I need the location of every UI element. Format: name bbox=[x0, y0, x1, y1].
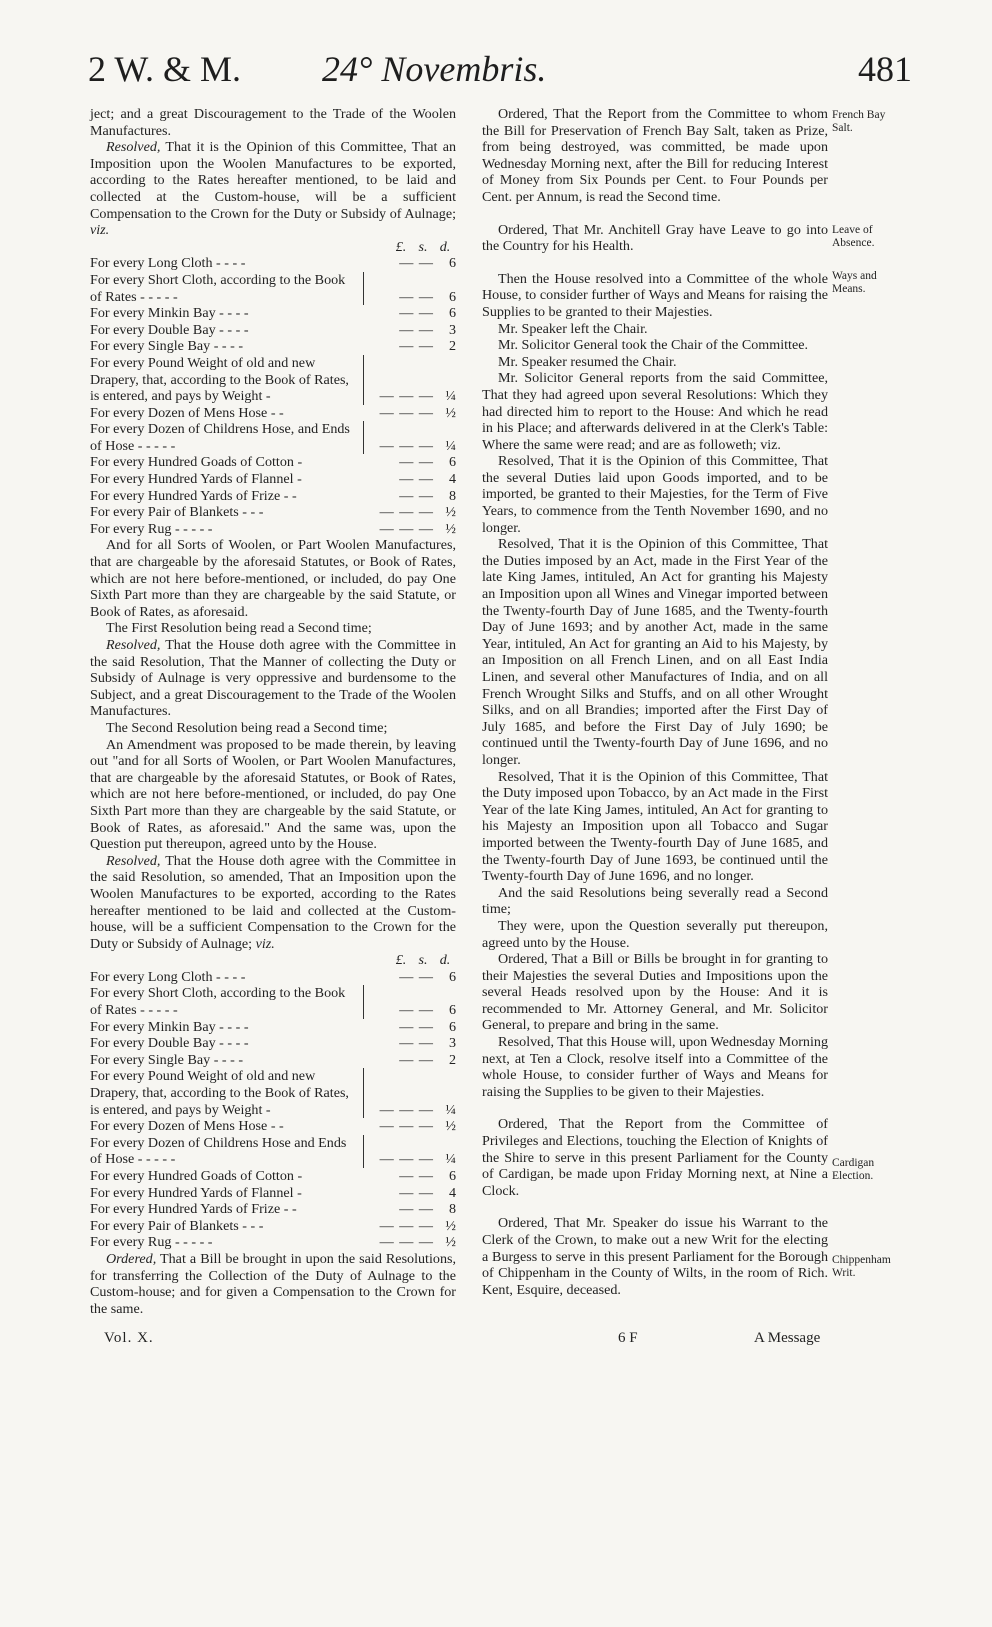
rate-item-leader: — — bbox=[399, 1018, 434, 1035]
rate-item-label: For every Single Bay - - - - bbox=[90, 338, 244, 355]
paragraph: And for all Sorts of Woolen, or Part Woolen Manufactures, that are chargeable by the aforesaid Statutes, or Book of Rates, which are not here before-mentioned, or included, do pay One Sixth Part more than they are chargeable by the said Statute, or Book of Rates, as aforesaid. bbox=[90, 537, 456, 620]
volume-label: Vol. X. bbox=[104, 1330, 154, 1346]
margin-note-ways-and-means: Ways and Means. bbox=[832, 270, 877, 295]
rate-item-label: For every Long Cloth - - - - bbox=[90, 255, 246, 272]
paragraph: Mr. Speaker resumed the Chair. bbox=[498, 353, 677, 370]
paragraph: Resolved, That this House will, upon Wednesday Morning next, at Ten a Clock, resolve itself into a Committee of the whole House, to consider further of Ways and Means for raising the Supplies to be given to their Majesties. bbox=[482, 1034, 828, 1100]
rate-item-pence: 6 bbox=[448, 1018, 456, 1035]
rate-item-pence: 6 bbox=[448, 288, 456, 305]
rate-item-leader: — — bbox=[399, 1168, 434, 1184]
rate-item-leader: — — bbox=[399, 1035, 434, 1052]
currency-header: £. s. d. bbox=[395, 238, 451, 255]
rate-item-leader: — — bbox=[399, 487, 434, 504]
right-column bbox=[482, 106, 828, 1298]
paragraph: ject; and a great Discouragement to the Trade of the Woolen Manufactures. bbox=[90, 106, 456, 139]
rate-item-label: For every Short Cloth, according to the Book of Rates - - - - - bbox=[90, 272, 364, 305]
rate-item-leader: — — bbox=[399, 1051, 434, 1068]
rate-item-leader: — — bbox=[399, 288, 434, 305]
rate-item-label: For every Pair of Blankets - - - bbox=[90, 1217, 264, 1234]
rate-item-label: For every Pound Weight of old and new Drapery, that, according to the Book of Rates, is entered, and pays by Weight - bbox=[90, 355, 364, 405]
rate-item-leader: — — bbox=[399, 255, 434, 272]
paragraph: An Amendment was proposed to be made therein, by leaving out "and for all Sorts of Woolen, or Part Woolen Manufactures, that are chargeable by the aforesaid Statutes, or Book of Rates, which are not here before-mentioned, or included, do pay One Sixth Part more than they are chargeable by the said Statute, or Book of Rates, as aforesaid." And the same was, upon the Question put thereupon, agreed unto by the House. bbox=[90, 736, 456, 853]
rate-item-leader: — — bbox=[399, 471, 434, 488]
rate-item-leader: — — — bbox=[379, 437, 434, 454]
rate-item-pence: ½ bbox=[445, 1118, 456, 1135]
entry-chippenham-writ: Ordered, That Mr. Speaker do issue his Warrant to the Clerk of the Crown, to make out a new Writ for the electing a Burgess to serve in this present Parliament for the Borough of Chippenham in the County of Wilts, in the room of Rich. Kent, Esquire, deceased. bbox=[482, 1215, 828, 1298]
rates-table-1 bbox=[90, 255, 456, 537]
entry-leave-of-absence: Ordered, That Mr. Anchitell Gray have Leave to go into the Country for his Health. bbox=[482, 221, 828, 255]
rate-row bbox=[90, 1068, 456, 1118]
rate-row bbox=[90, 255, 456, 272]
paragraph: The First Resolution being read a Second time; bbox=[106, 620, 372, 637]
rate-row bbox=[90, 504, 456, 521]
rate-item-leader: — — bbox=[399, 1002, 434, 1019]
paragraph: Ordered, That a Bill or Bills be brought in for granting to their Majesties the several Duties and Impositions upon the several Heads resolved upon by the House: And it is recommended to Mr. Attorney General, and Mr. Solicitor General, to prepare and bring in the same. bbox=[482, 951, 828, 1034]
rate-item-pence: ¼ bbox=[445, 1101, 456, 1118]
rate-item-pence: 3 bbox=[448, 1035, 456, 1052]
rate-item-pence: 8 bbox=[448, 487, 456, 504]
rate-row bbox=[90, 969, 456, 986]
rate-row bbox=[90, 1218, 456, 1235]
rate-row bbox=[90, 454, 456, 471]
rate-row bbox=[90, 488, 456, 505]
catchword: A Message bbox=[754, 1330, 821, 1346]
rate-row bbox=[90, 985, 456, 1018]
rate-item-leader: — — — bbox=[379, 1217, 434, 1234]
paragraph: Resolved, That it is the Opinion of this Committee, That the several Duties laid upon Goods imported, and to be imported, be granted to their Majesties, for the Term of Five Years, to commence from the Tenth November 1690, and no longer. bbox=[482, 453, 828, 536]
rate-item-label: For every Dozen of Childrens Hose, and Ends of Hose - - - - - bbox=[90, 421, 364, 454]
rate-item-label: For every Rug - - - - - bbox=[90, 520, 213, 537]
rate-row bbox=[90, 1118, 456, 1135]
currency-header: £. s. d. bbox=[395, 952, 451, 969]
paragraph: Ordered, That a Bill be brought in upon the said Resolutions, for transferring the Collection of the Duty of Aulnage to the Custom-house; and for given a Compensation to the Crown for the same. bbox=[90, 1250, 456, 1317]
rate-item-leader: — — — bbox=[379, 404, 434, 421]
rate-row bbox=[90, 1019, 456, 1036]
paragraph: Resolved, That it is the Opinion of this Committee, That the Duties imposed by an Act, made in the First Year of the late King James, intituled, An Act for granting his Majesty an Imposition upon all Wines and Vinegar imported between the Twenty-fourth Day of June 1685, and the Twenty-fourth Day of June 1693; and by another Act, made in the same Year, intituled, An Act for granting an Aid to his Majesty, by an Imposition on all French Linen, and on all East India Linen, and several other Manufactures of India, and on all French Wrought Silks and Stuffs, and on all other Wrought Silks, and on all Brandies; imported after the First Day of July 1685, and before the First Day of July 1690; be continued until the Twenty-fourth Day of June 1696, and no longer. bbox=[482, 536, 828, 768]
page-number: 481 bbox=[858, 49, 912, 89]
rate-item-label: For every Hundred Yards of Frize - - bbox=[90, 1201, 297, 1218]
rate-row bbox=[90, 322, 456, 339]
rate-item-leader: — — — bbox=[379, 520, 434, 537]
rate-item-pence: 6 bbox=[448, 1002, 456, 1019]
margin-note-french-bay-salt: French Bay Salt. bbox=[832, 109, 886, 134]
rate-item-pence: ¼ bbox=[445, 388, 456, 405]
rate-item-label: For every Short Cloth, according to the Book of Rates - - - - - bbox=[90, 985, 364, 1018]
rate-item-pence: ¼ bbox=[445, 437, 456, 454]
rate-item-pence: 2 bbox=[448, 1051, 456, 1068]
rate-item-pence: ½ bbox=[445, 520, 456, 537]
rate-row bbox=[90, 405, 456, 422]
rate-item-leader: — — — bbox=[379, 1101, 434, 1118]
paragraph: Resolved, That the House doth agree with the Committee in the said Resolution, That the Manner of collecting the Duty or Subsidy of Aulnage is very oppressive and burdensome to the Subject, and a great Discouragement to the Trade of the Woolen Manufactures. bbox=[90, 637, 456, 720]
paragraph: Mr. Speaker left the Chair. bbox=[498, 320, 648, 337]
paragraph: Mr. Solicitor General took the Chair of the Committee. bbox=[498, 337, 809, 354]
rate-item-leader: — — bbox=[399, 305, 434, 322]
header-session: 2 W. & M. bbox=[88, 49, 242, 89]
rate-item-leader: — — — bbox=[379, 1118, 434, 1135]
rate-row bbox=[90, 1135, 456, 1168]
paragraph: Resolved, That the House doth agree with the Committee in the said Resolution, so amended, That an Imposition upon the Woolen Manufactures to be exported, according to the Rates hereafter mentioned to be laid and collected at the Custom-house, will be a sufficient Compensation to the Crown for the Duty or Subsidy of Aulnage; viz. bbox=[90, 852, 456, 952]
rate-item-leader: — — — bbox=[379, 388, 434, 405]
rate-item-leader: — — — bbox=[379, 1234, 434, 1251]
rate-item-pence: ½ bbox=[445, 1217, 456, 1234]
rate-item-pence: 6 bbox=[448, 1168, 456, 1184]
rate-item-leader: — — bbox=[399, 968, 434, 985]
rate-item-pence: 2 bbox=[448, 338, 456, 355]
rate-row bbox=[90, 1168, 456, 1185]
rate-item-label: For every Dozen of Childrens Hose and Ends of Hose - - - - - bbox=[90, 1135, 364, 1168]
rate-row bbox=[90, 338, 456, 355]
rate-row bbox=[90, 521, 456, 538]
rate-item-label: For every Hundred Goads of Cotton - bbox=[90, 454, 303, 471]
rate-item-pence: ¼ bbox=[445, 1151, 456, 1168]
rate-item-label: For every Dozen of Mens Hose - - bbox=[90, 1118, 284, 1135]
rate-item-label: For every Minkin Bay - - - - bbox=[90, 305, 249, 322]
rate-item-pence: 6 bbox=[448, 255, 456, 272]
rate-item-leader: — — — bbox=[379, 504, 434, 521]
rate-row bbox=[90, 1052, 456, 1069]
rate-item-pence: 6 bbox=[448, 305, 456, 322]
rate-item-label: For every Pound Weight of old and new Drapery, that, according to the Book of Rates, is entered, and pays by Weight - bbox=[90, 1068, 364, 1118]
rate-row bbox=[90, 355, 456, 405]
rate-item-leader: — — bbox=[399, 1184, 434, 1201]
rate-item-label: For every Pair of Blankets - - - bbox=[90, 504, 264, 521]
paragraph: They were, upon the Question severally put thereupon, agreed unto by the House. bbox=[482, 917, 828, 951]
header-date: 24° Novembris. bbox=[322, 49, 547, 89]
rate-row bbox=[90, 1201, 456, 1218]
rate-item-leader: — — bbox=[399, 454, 434, 471]
margin-note-chippenham-writ: Chippenham Writ. bbox=[832, 1254, 891, 1279]
rate-row bbox=[90, 1234, 456, 1251]
left-column bbox=[90, 106, 456, 1317]
rate-item-pence: 4 bbox=[448, 471, 456, 488]
rate-item-label: For every Dozen of Mens Hose - - bbox=[90, 404, 284, 421]
margin-note-leave-of-absence: Leave of Absence. bbox=[832, 224, 875, 249]
entry-french-bay-salt: Ordered, That the Report from the Committee to whom the Bill for Preservation of French Bay Salt, taken as Prize, from being destroyed, was committed, be made upon Wednesday Morning next, after the Bill for reducing Interest of Money from Six Pounds per Cent. to Four Pounds per Cent. per Annum, is read the Second time. bbox=[482, 106, 828, 205]
rate-item-pence: 8 bbox=[448, 1201, 456, 1218]
rate-row bbox=[90, 471, 456, 488]
rate-item-label: For every Minkin Bay - - - - bbox=[90, 1018, 249, 1035]
rate-item-pence: 6 bbox=[448, 454, 456, 471]
rate-row bbox=[90, 1185, 456, 1202]
rate-item-leader: — — bbox=[399, 321, 434, 338]
signature-mark: 6 F bbox=[618, 1330, 638, 1346]
entry-ways-and-means: Then the House resolved into a Committee of the whole House, to consider further of Ways and Means for raising the Supplies to be granted to their Majesties. bbox=[482, 270, 828, 320]
rate-item-label: For every Single Bay - - - - bbox=[90, 1051, 244, 1068]
rate-item-label: For every Double Bay - - - - bbox=[90, 1035, 249, 1052]
paragraph: And the said Resolutions being severally read a Second time; bbox=[482, 884, 828, 918]
rate-item-label: For every Hundred Yards of Flannel - bbox=[90, 471, 302, 488]
entry-cardigan-election: Ordered, That the Report from the Committee of Privileges and Elections, touching the Election of Knights of the Shire to serve in this present Parliament for the County of Cardigan, be made upon Friday Morning next, at Nine a Clock. bbox=[482, 1116, 828, 1199]
margin-note-cardigan-election: Cardigan Election. bbox=[832, 1157, 875, 1182]
rate-item-pence: ½ bbox=[445, 404, 456, 421]
rate-item-label: For every Hundred Goads of Cotton - bbox=[90, 1168, 303, 1184]
rate-item-leader: — — — bbox=[379, 1151, 434, 1168]
rate-item-leader: — — bbox=[399, 338, 434, 355]
rate-item-label: For every Long Cloth - - - - bbox=[90, 968, 246, 985]
paragraph: The Second Resolution being read a Second time; bbox=[106, 719, 388, 736]
rate-item-pence: ½ bbox=[445, 1234, 456, 1251]
rate-row bbox=[90, 272, 456, 305]
rate-item-pence: 3 bbox=[448, 321, 456, 338]
rate-item-leader: — — bbox=[399, 1201, 434, 1218]
rate-item-pence: 4 bbox=[448, 1184, 456, 1201]
rate-item-pence: ½ bbox=[445, 504, 456, 521]
rate-item-label: For every Double Bay - - - - bbox=[90, 321, 249, 338]
paragraph: Mr. Solicitor General reports from the said Committee, That they had agreed upon several Resolutions: Which they had directed him to report to the House: And which he read in his Place; and afterwards delivered in at the Clerk's Table: Where the same were read; and are as followeth; viz. bbox=[482, 370, 828, 453]
rate-row bbox=[90, 305, 456, 322]
paragraph: Resolved, That it is the Opinion of this Committee, That the Duty imposed upon Tobacco, by an Act made in the First Year of the late King James, intituled, An Act for granting to his Majesty an Imposition upon all Tobacco and Sugar imported between the Twenty-fourth Day of June 1685, and the Twenty-fourth Day of June 1693, be continued until the Twenty-fourth Day of June 1696, and no longer. bbox=[482, 768, 828, 885]
rate-item-pence: 6 bbox=[448, 968, 456, 985]
rate-item-label: For every Hundred Yards of Frize - - bbox=[90, 487, 297, 504]
rates-table-2 bbox=[90, 969, 456, 1251]
rate-item-label: For every Rug - - - - - bbox=[90, 1234, 213, 1251]
rate-row bbox=[90, 1035, 456, 1052]
rate-item-label: For every Hundred Yards of Flannel - bbox=[90, 1184, 302, 1201]
paragraph: Resolved, That it is the Opinion of this Committee, That an Imposition upon the Woolen Manufactures to be exported, according to the Rates hereafter mentioned, to be laid and collected at the Custom-house, will be a sufficient Compensation to the Crown for the Duty or Subsidy of Aulnage; viz. bbox=[90, 139, 456, 239]
rate-row bbox=[90, 421, 456, 454]
